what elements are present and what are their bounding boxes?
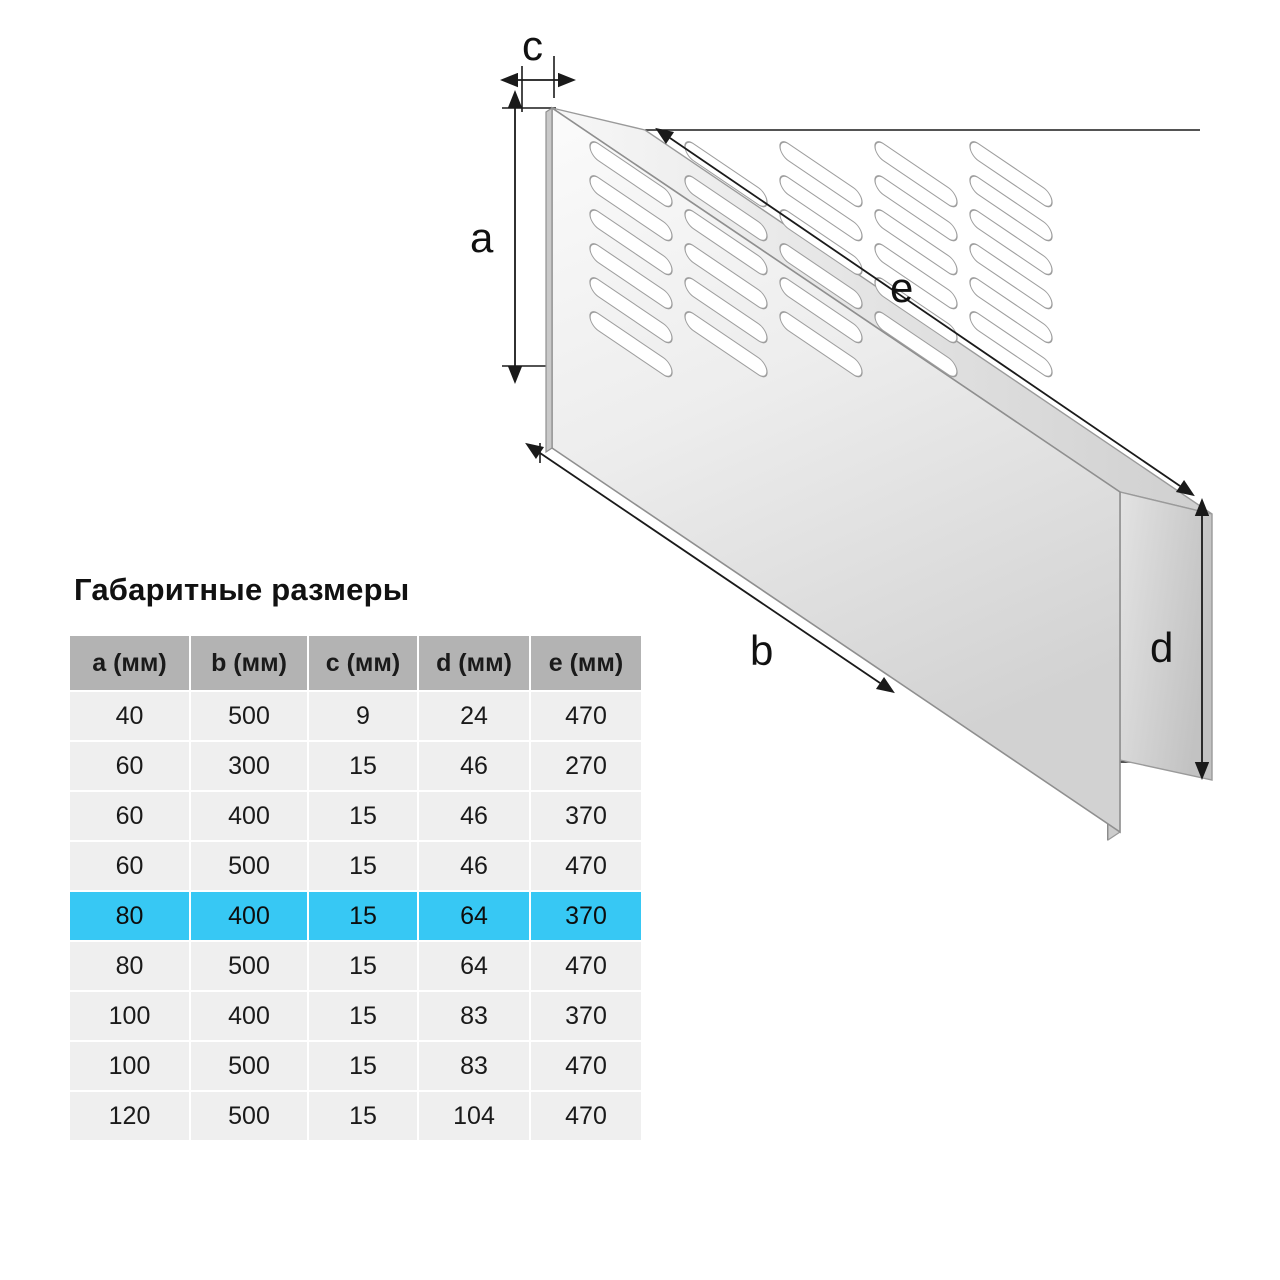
column-header-b: b (мм): [190, 635, 308, 691]
cell-c: 15: [308, 991, 418, 1041]
cell-b: 300: [190, 741, 308, 791]
cell-b: 500: [190, 841, 308, 891]
cell-a: 120: [69, 1091, 190, 1141]
column-header-e: e (мм): [530, 635, 642, 691]
dimension-label-d: d: [1150, 624, 1174, 671]
cell-c: 15: [308, 841, 418, 891]
cell-c: 9: [308, 691, 418, 741]
table-row[interactable]: [69, 1091, 642, 1141]
cell-b: 500: [190, 1091, 308, 1141]
cell-d: 46: [418, 791, 530, 841]
cell-e: 370: [530, 791, 642, 841]
cell-a: 100: [69, 991, 190, 1041]
cell-c: 15: [308, 1091, 418, 1141]
table-row[interactable]: [69, 991, 642, 1041]
cell-e: 370: [530, 891, 642, 941]
cell-c: 15: [308, 1041, 418, 1091]
cell-e: 270: [530, 741, 642, 791]
cell-a: 100: [69, 1041, 190, 1091]
cell-b: 500: [190, 1041, 308, 1091]
cell-a: 60: [69, 791, 190, 841]
table-row[interactable]: [69, 741, 642, 791]
table-row[interactable]: [69, 791, 642, 841]
column-header-a: a (мм): [69, 635, 190, 691]
table-row[interactable]: [69, 691, 642, 741]
cell-d: 64: [418, 891, 530, 941]
cell-d: 83: [418, 991, 530, 1041]
cell-a: 80: [69, 941, 190, 991]
cell-e: 470: [530, 841, 642, 891]
table-row[interactable]: [69, 841, 642, 891]
cell-e: 470: [530, 691, 642, 741]
cell-c: 15: [308, 941, 418, 991]
cell-d: 83: [418, 1041, 530, 1091]
table-row[interactable]: [69, 941, 642, 991]
dimension-label-e: e: [890, 264, 914, 311]
table-title: Габаритные размеры: [74, 572, 410, 607]
cell-d: 46: [418, 741, 530, 791]
cell-b: 400: [190, 891, 308, 941]
cell-b: 500: [190, 691, 308, 741]
dimension-a: [470, 108, 515, 366]
cell-d: 104: [418, 1091, 530, 1141]
cell-b: 400: [190, 791, 308, 841]
table-row[interactable]: [69, 1041, 642, 1091]
cell-a: 60: [69, 741, 190, 791]
cell-e: 470: [530, 941, 642, 991]
dimension-label-b: b: [750, 627, 774, 674]
dimensions-table: [68, 634, 643, 1142]
cell-d: 64: [418, 941, 530, 991]
cell-a: 40: [69, 691, 190, 741]
dimension-c: [518, 22, 558, 80]
column-header-d: d (мм): [418, 635, 530, 691]
table-header-row: [69, 635, 642, 691]
table-body: [69, 691, 642, 1141]
dimensions-table-block: [68, 572, 668, 1142]
cell-a: 60: [69, 841, 190, 891]
dimension-label-c: c: [522, 22, 543, 69]
dimension-label-a: a: [470, 214, 494, 261]
cell-a: 80: [69, 891, 190, 941]
cell-b: 400: [190, 991, 308, 1041]
cell-c: 15: [308, 741, 418, 791]
cell-e: 370: [530, 991, 642, 1041]
cell-d: 24: [418, 691, 530, 741]
cell-e: 470: [530, 1091, 642, 1141]
table-row-selected[interactable]: [69, 891, 642, 941]
cell-b: 500: [190, 941, 308, 991]
cell-d: 46: [418, 841, 530, 891]
cell-e: 470: [530, 1041, 642, 1091]
grille-left-edge: [546, 108, 552, 452]
cell-c: 15: [308, 891, 418, 941]
cell-c: 15: [308, 791, 418, 841]
column-header-c: c (мм): [308, 635, 418, 691]
